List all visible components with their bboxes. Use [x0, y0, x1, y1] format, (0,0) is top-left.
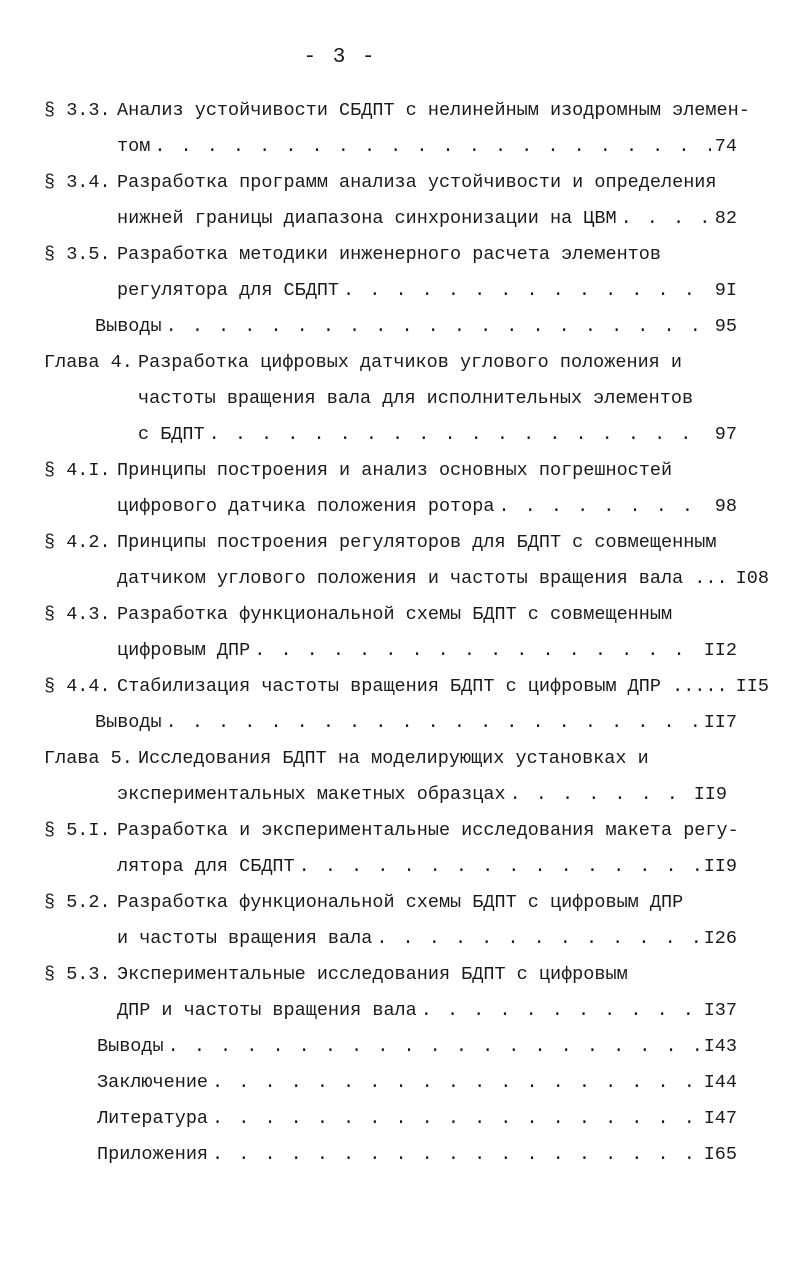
toc-chapter-5-page: II9 [693, 784, 727, 805]
toc-entry-5-1-leader[interactable] [117, 855, 737, 879]
dot-leader [299, 855, 700, 879]
dot-leader [166, 711, 700, 735]
toc-entry-5-1-title-cont: лятора для СБДПТ [117, 856, 295, 877]
toc-entry-conclusion-page: I44 [703, 1072, 737, 1093]
toc-entry-5-3-page: I37 [703, 1000, 737, 1021]
dot-leader [212, 1107, 700, 1131]
toc-entry-4-4-number: § 4.4. [44, 676, 111, 697]
toc-entry-5-2-number: § 5.2. [44, 892, 111, 913]
toc-entry-5-2-title-cont: и частоты вращения вала [117, 928, 373, 949]
toc-entry-conclusion[interactable] [97, 1071, 737, 1095]
toc-chapter-5-title: Исследования БДПТ на моделирующих установках и [138, 748, 649, 769]
toc-entry-5-1-title: Разработка и экспериментальные исследования макета регу- [117, 820, 739, 841]
toc-entry-appendices-title: Приложения [97, 1144, 209, 1165]
toc-entry-4-2-leader[interactable] [117, 567, 769, 591]
toc-chapter-4-page: 97 [714, 424, 737, 445]
dot-leader [621, 207, 711, 231]
toc-entry-4-2-page: I08 [735, 568, 769, 589]
toc-entry-3-5-title: Разработка методики инженерного расчета элементов [117, 244, 661, 265]
toc-entry-4-1-page: 98 [714, 496, 737, 517]
toc-entry-3-4-page: 82 [714, 208, 737, 229]
dot-leader [212, 1071, 700, 1095]
dot-leader [343, 279, 711, 303]
toc-entry-references-page: I47 [703, 1108, 737, 1129]
toc-entry-5-3-number: § 5.3. [44, 964, 111, 985]
toc-entry-conclusions-4-title: Выводы [95, 712, 162, 733]
dot-leader [166, 315, 711, 339]
toc-entry-4-3-title-cont: цифровым ДПР [117, 640, 251, 661]
toc-entry-4-3-number: § 4.3. [44, 604, 111, 625]
dot-leader [498, 495, 710, 519]
toc-entry-references[interactable] [97, 1107, 737, 1131]
toc-entry-5-1-number: § 5.I. [44, 820, 111, 841]
toc-entry-conclusions-5-page: I43 [703, 1036, 737, 1057]
toc-entry-references-title: Литература [97, 1108, 209, 1129]
toc-entry-4-3-page: II2 [703, 640, 737, 661]
dot-leader [154, 135, 710, 159]
toc-entry-5-2-leader[interactable] [117, 927, 737, 951]
toc-entry-conclusions-4-page: II7 [703, 712, 737, 733]
dot-leader [421, 999, 700, 1023]
dot-leader [168, 1035, 700, 1059]
toc-entry-4-1-title: Принципы построения и анализ основных погрешностей [117, 460, 673, 481]
toc-entry-conclusions-5-title: Выводы [97, 1036, 164, 1057]
toc-entry-4-4-title: Стабилизация частоты вращения БДПТ с цифровым ДПР ..... [117, 676, 728, 697]
toc-entry-appendices-page: I65 [703, 1144, 737, 1165]
toc-entry-3-5-title-cont: регулятора для СБДПТ [117, 280, 340, 301]
toc-entry-conclusions-4[interactable] [95, 711, 737, 735]
toc-entry-5-2-page: I26 [703, 928, 737, 949]
toc-entry-conclusions-3-page: 95 [714, 316, 737, 337]
toc-entry-conclusions-3-title: Выводы [95, 316, 162, 337]
toc-entry-3-5-number: § 3.5. [44, 244, 111, 265]
toc-entry-3-3-title-cont: том [117, 136, 151, 157]
toc-entry-4-2-number: § 4.2. [44, 532, 111, 553]
toc-entry-4-3-title: Разработка функциональной схемы БДПТ с совмещенным [117, 604, 673, 625]
toc-chapter-5-number: Глава 5. [44, 748, 133, 769]
toc-entry-4-2-title-cont: датчиком углового положения и частоты вращения вала ... [117, 568, 728, 589]
toc-entry-4-1-title-cont: цифрового датчика положения ротора [117, 496, 495, 517]
toc-entry-5-2-title: Разработка функциональной схемы БДПТ с цифровым ДПР [117, 892, 684, 913]
toc-entry-3-4-number: § 3.4. [44, 172, 111, 193]
toc-entry-appendices[interactable] [97, 1143, 737, 1167]
toc-chapter-4-title-cont: частоты вращения вала для исполнительных элементов [138, 388, 694, 409]
toc-chapter-5-leader[interactable] [117, 783, 727, 807]
toc-chapter-4-number: Глава 4. [44, 352, 133, 373]
dot-leader [510, 783, 690, 807]
dot-leader [212, 1143, 700, 1167]
toc-entry-5-3-title-cont: ДПР и частоты вращения вала [117, 1000, 417, 1021]
toc-entry-4-1-number: § 4.I. [44, 460, 111, 481]
toc-entry-3-3-title: Анализ устойчивости СБДПТ с нелинейным изодромным элемен- [117, 100, 750, 121]
toc-entry-3-3-number: § 3.3. [44, 100, 111, 121]
toc-chapter-5-title-cont: экспериментальных макетных образцах [117, 784, 506, 805]
toc-entry-3-4-title-cont: нижней границы диапазона синхронизации на ЦВМ [117, 208, 617, 229]
toc-entry-4-4-leader[interactable] [117, 675, 769, 699]
toc-entry-3-3-leader[interactable] [117, 135, 737, 159]
toc-entry-3-3-page: 74 [714, 136, 737, 157]
toc-entry-5-3-leader[interactable] [117, 999, 737, 1023]
toc-chapter-4-title-end: с БДПТ [138, 424, 205, 445]
page-number: - 3 - [303, 46, 377, 69]
toc-entry-conclusions-3[interactable] [95, 315, 737, 339]
toc-entry-4-2-title: Принципы построения регуляторов для БДПТ с совмещенным [117, 532, 717, 553]
toc-entry-3-5-leader[interactable] [117, 279, 737, 303]
toc-entry-conclusion-title: Заключение [97, 1072, 209, 1093]
toc-entry-3-5-page: 9I [714, 280, 737, 301]
dot-leader [209, 423, 711, 447]
toc-entry-4-4-page: II5 [735, 676, 769, 697]
dot-leader [254, 639, 699, 663]
toc-entry-4-1-leader[interactable] [117, 495, 737, 519]
toc-entry-4-3-leader[interactable] [117, 639, 737, 663]
toc-entry-3-4-title: Разработка программ анализа устойчивости и определения [117, 172, 717, 193]
toc-chapter-4-title: Разработка цифровых датчиков углового положения и [138, 352, 682, 373]
dot-leader [376, 927, 699, 951]
toc-chapter-4-leader[interactable] [138, 423, 737, 447]
toc-entry-conclusions-5[interactable] [97, 1035, 737, 1059]
toc-entry-3-4-leader[interactable] [117, 207, 737, 231]
toc-entry-5-3-title: Экспериментальные исследования БДПТ с цифровым [117, 964, 628, 985]
toc-entry-5-1-page: II9 [703, 856, 737, 877]
